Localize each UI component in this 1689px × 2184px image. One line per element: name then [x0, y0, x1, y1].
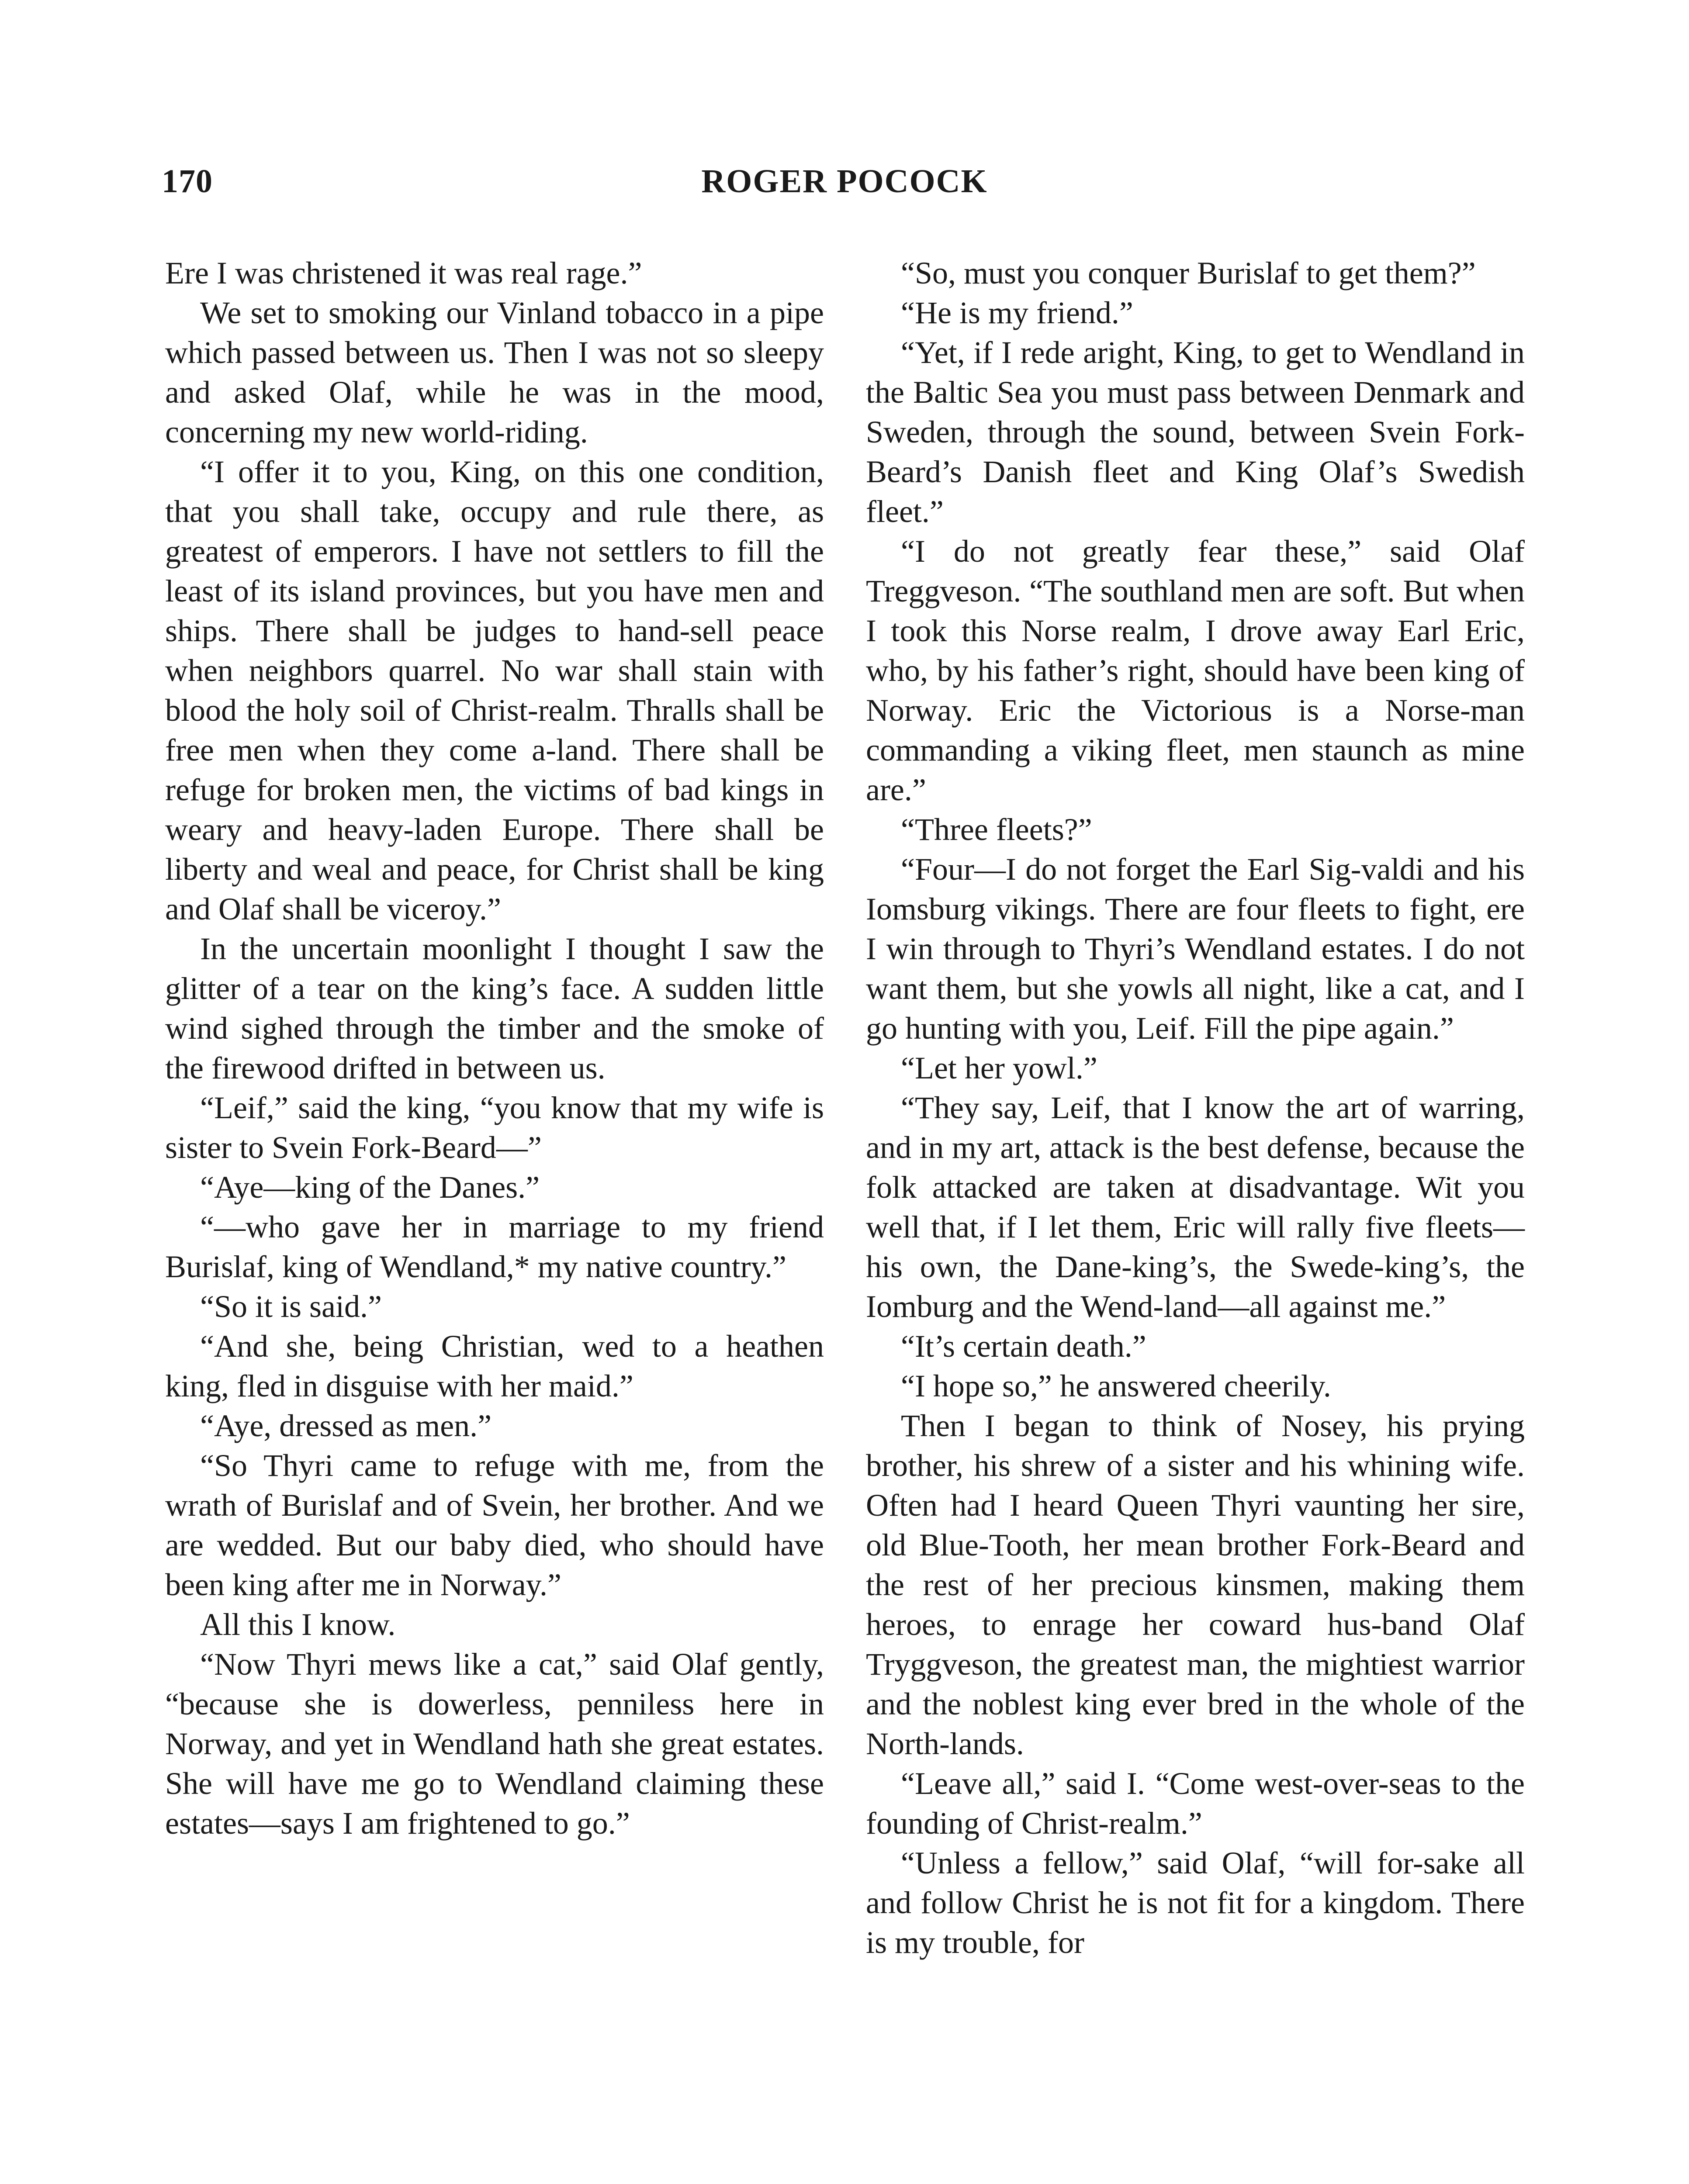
- paragraph: We set to smoking our Vinland tobacco in a pipe which passed between us. Then I was not so sleepy and asked Olaf, while he was in the mood, concerning my new world-riding.: [165, 295, 824, 449]
- paragraph: “I hope so,” he answered cheerily.: [901, 1368, 1331, 1403]
- paragraph: In the uncertain moonlight I thought I saw the glitter of a tear on the king’s face. A sudden little wind sighed through the timber and the smoke of the firewood drifted in between us.: [165, 931, 824, 1085]
- paragraph: “So it is said.”: [200, 1289, 382, 1324]
- paragraph: “He is my friend.”: [901, 295, 1133, 330]
- paragraph: “It’s certain death.”: [901, 1329, 1146, 1364]
- running-head: ROGER POCOCK: [701, 163, 988, 200]
- left-column: [165, 253, 824, 1843]
- paragraph: “Let her yowl.”: [901, 1051, 1097, 1085]
- paragraph: “Leif,” said the king, “you know that my wife is sister to Svein Fork-Beard—”: [165, 1090, 824, 1165]
- paragraph: “—who gave her in marriage to my friend Burislaf, king of Wendland,* my native country.”: [165, 1209, 824, 1284]
- paragraph: “And she, being Christian, wed to a heathen king, fled in disguise with her maid.”: [165, 1329, 824, 1403]
- paragraph: “Aye, dressed as men.”: [200, 1408, 492, 1443]
- paragraph: “Unless a fellow,” said Olaf, “will for-sake all and follow Christ he is not fit for a kingdom. There is my trouble, for: [866, 1845, 1525, 1960]
- right-column: [866, 253, 1525, 1963]
- paragraph: “Leave all,” said I. “Come west-over-seas to the founding of Christ-realm.”: [866, 1766, 1525, 1841]
- paragraph: “They say, Leif, that I know the art of warring, and in my art, attack is the best defense, because the folk attacked are taken at disadvantage. Wit you well that, if I let them, Eric will rally five fleets—his own, the Dane-king’s, the Swede-king’s, the Iomburg and the Wend-land—all against me.”: [866, 1090, 1525, 1324]
- paragraph: “So, must you conquer Burislaf to get them?”: [901, 256, 1476, 290]
- paragraph: “Yet, if I rede aright, King, to get to Wendland in the Baltic Sea you must pass between Denmark and Sweden, through the sound, between Svein Fork-Beard’s Danish fleet and King Olaf’s Swedish fleet.”: [866, 335, 1525, 529]
- paragraph: “Three fleets?”: [901, 812, 1092, 847]
- paragraph: “Aye—king of the Danes.”: [200, 1170, 540, 1205]
- paragraph: All this I know.: [200, 1607, 396, 1642]
- paragraph: Ere I was christened it was real rage.”: [165, 256, 642, 290]
- paragraph: “Now Thyri mews like a cat,” said Olaf gently, “because she is dowerless, penniless here in Norway, and yet in Wendland hath she great estates. She will have me go to Wendland claiming these estates—says I am frightened to go.”: [165, 1647, 824, 1841]
- paragraph: “So Thyri came to refuge with me, from the wrath of Burislaf and of Svein, her brother. And we are wedded. But our baby died, who should have been king after me in Norway.”: [165, 1448, 824, 1602]
- paragraph: “I offer it to you, King, on this one condition, that you shall take, occupy and rule there, as greatest of emperors. I have not settlers to fill the least of its island provinces, but you have men and ships. There shall be judges to hand-sell peace when neighbors quarrel. No war shall stain with blood the holy soil of Christ-realm. Thralls shall be free men when they come a-land. There shall be refuge for broken men, the victims of bad kings in weary and heavy-laden Europe. There shall be liberty and weal and peace, for Christ shall be king and Olaf shall be viceroy.”: [165, 454, 824, 926]
- paragraph: Then I began to think of Nosey, his prying brother, his shrew of a sister and his whining wife. Often had I heard Queen Thyri vaunting her sire, old Blue-Tooth, her mean brother Fork-Beard and the rest of her precious kinsmen, making them heroes, to enrage her coward hus-band Olaf Tryggveson, the greatest man, the mightiest warrior and the noblest king ever bred in the whole of the North-lands.: [866, 1408, 1525, 1761]
- paragraph: “I do not greatly fear these,” said Olaf Treggveson. “The southland men are soft. But when I took this Norse realm, I drove away Earl Eric, who, by his father’s right, should have been king of Norway. Eric the Victorious is a Norse-man commanding a viking fleet, men staunch as mine are.”: [866, 534, 1525, 807]
- paragraph: “Four—I do not forget the Earl Sig-valdi and his Iomsburg vikings. There are four fleets to fight, ere I win through to Thyri’s Wendland estates. I do not want them, but she yowls all night, like a cat, and I go hunting with you, Leif. Fill the pipe again.”: [866, 852, 1525, 1046]
- page-number: 170: [162, 163, 213, 200]
